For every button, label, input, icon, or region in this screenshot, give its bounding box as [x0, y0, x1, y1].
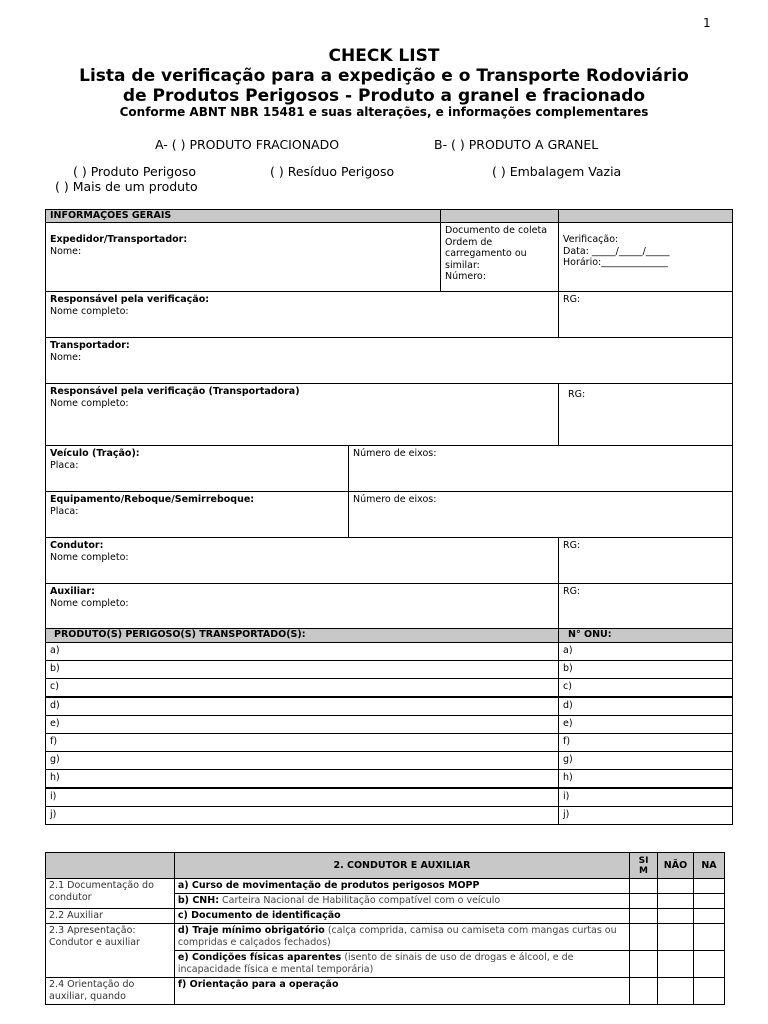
item-cell	[174, 924, 629, 951]
doc-coleta-label: Documento de coleta Ordem de carregamento ou similar:	[445, 225, 548, 271]
onu-header: N° ONU:	[558, 628, 733, 643]
onu-row[interactable]: e)	[558, 715, 733, 734]
verificacao-label: Verificação:	[563, 234, 619, 245]
doc-coleta-cell[interactable]	[440, 222, 559, 292]
na-checkbox-cell[interactable]	[693, 894, 724, 909]
auxiliar-label: Auxiliar:	[50, 586, 95, 597]
product-row[interactable]: f)	[45, 733, 559, 752]
product-row[interactable]: i)	[45, 788, 559, 807]
auxiliar-cell[interactable]	[45, 583, 559, 629]
option-produto-perigoso[interactable]: ( ) Produto Perigoso	[73, 164, 197, 179]
verificacao-cell[interactable]	[558, 222, 733, 292]
general-info-header: INFORMAÇÕES GERAIS	[45, 209, 441, 223]
option-produto-fracionado[interactable]: A- ( ) PRODUTO FRACIONADO	[155, 137, 340, 152]
numero-eixos-label: Número de eixos:	[353, 494, 437, 505]
onu-row[interactable]: g)	[558, 751, 733, 770]
option-embalagem-vazia[interactable]: ( ) Embalagem Vazia	[492, 164, 622, 179]
nao-checkbox-cell[interactable]	[658, 978, 694, 1005]
responsavel-rg-cell[interactable]	[558, 291, 733, 338]
na-checkbox-cell[interactable]	[693, 924, 724, 951]
rg-label: RG:	[563, 586, 581, 597]
expedidor-cell[interactable]	[45, 222, 441, 292]
auxiliar-rg-cell[interactable]	[558, 583, 733, 629]
na-column-header: NA	[693, 853, 724, 879]
responsavel-label: Responsável pela verificação:	[50, 294, 210, 305]
group-cell: 2.4 Orientação do auxiliar, quando	[46, 978, 175, 1005]
page-number: 1	[703, 16, 711, 30]
item-label: d) Traje mínimo obrigatório	[177, 925, 325, 936]
nome-completo-label: Nome completo:	[50, 551, 129, 563]
table-row	[46, 924, 725, 951]
subtitle-line-2: de Produtos Perigosos - Produto a granel e fracionado	[122, 86, 646, 106]
header-blank-2	[558, 209, 733, 223]
nome-completo-label: Nome completo:	[50, 597, 129, 609]
product-row[interactable]: a)	[45, 642, 559, 661]
horario-label: Horário:______________	[563, 257, 668, 268]
nao-column-header: NÃO	[658, 853, 694, 879]
group-column-header	[46, 853, 175, 879]
item-cell	[174, 978, 629, 1005]
expedidor-label: Expedidor/Transportador:	[50, 234, 188, 245]
subtitle-line-1: Lista de verificação para a expedição e o Transporte Rodoviário	[79, 66, 689, 86]
item-label: e) Condições físicas aparentes	[177, 952, 342, 963]
item-label: a) Curso de movimentação de produtos perigosos MOPP	[177, 880, 480, 891]
na-checkbox-cell[interactable]	[693, 909, 724, 924]
nao-checkbox-cell[interactable]	[658, 879, 694, 894]
onu-row[interactable]: d)	[558, 697, 733, 716]
nome-label: Nome:	[50, 245, 82, 257]
numero-eixos-label: Número de eixos:	[353, 448, 437, 459]
nao-checkbox-cell[interactable]	[658, 894, 694, 909]
item-label: c) Documento de identificação	[177, 910, 341, 921]
placa-label: Placa:	[50, 505, 79, 517]
nao-checkbox-cell[interactable]	[658, 951, 694, 978]
data-label: Data: _____/_____/_____	[563, 245, 670, 257]
transportador-cell[interactable]	[45, 337, 733, 384]
condutor-cell[interactable]	[45, 537, 559, 584]
header-blank-1	[440, 209, 559, 223]
sim-checkbox-cell[interactable]	[630, 879, 658, 894]
nao-checkbox-cell[interactable]	[658, 924, 694, 951]
equipamento-cell[interactable]	[45, 491, 349, 538]
na-checkbox-cell[interactable]	[693, 879, 724, 894]
option-produto-granel[interactable]: B- ( ) PRODUTO A GRANEL	[434, 137, 599, 152]
item-note: Carteira Nacional de Habilitação compatível com o veículo	[219, 895, 501, 906]
responsavel-transportadora-cell[interactable]	[45, 383, 559, 446]
table-row	[46, 909, 725, 924]
sim-checkbox-cell[interactable]	[630, 909, 658, 924]
sim-checkbox-cell[interactable]	[630, 894, 658, 909]
group-cell: 2.2 Auxiliar	[46, 909, 175, 924]
onu-row[interactable]: j)	[558, 806, 733, 825]
sim-checkbox-cell[interactable]	[630, 978, 658, 1005]
product-row[interactable]: c)	[45, 678, 559, 697]
rg-label: RG:	[563, 540, 581, 551]
sim-checkbox-cell[interactable]	[630, 924, 658, 951]
transportador-label: Transportador:	[50, 340, 130, 351]
product-row[interactable]: g)	[45, 751, 559, 770]
responsavel-transportadora-label: Responsável pela verificação (Transportadora)	[50, 386, 300, 397]
product-row[interactable]: b)	[45, 660, 559, 679]
veiculo-label: Veículo (Tração):	[50, 448, 140, 459]
placa-label: Placa:	[50, 459, 79, 471]
equipamento-eixos-cell[interactable]	[348, 491, 733, 538]
veiculo-cell[interactable]	[45, 445, 349, 492]
table-row	[46, 978, 725, 1005]
onu-row[interactable]: f)	[558, 733, 733, 752]
onu-row[interactable]: h)	[558, 769, 733, 788]
group-cell: 2.1 Documentação do condutor	[46, 879, 175, 909]
product-row[interactable]: d)	[45, 697, 559, 716]
responsavel-transportadora-rg-cell[interactable]	[558, 383, 733, 446]
onu-row[interactable]: c)	[558, 678, 733, 697]
section-2-title: 2. CONDUTOR E AUXILIAR	[174, 853, 629, 879]
product-row[interactable]: h)	[45, 769, 559, 788]
nome-label: Nome:	[50, 351, 82, 363]
nome-completo-label: Nome completo:	[50, 305, 129, 317]
item-note: (isento de sinais de uso de drogas e álcool, e de incapacidade física e mental temporária)	[177, 952, 574, 975]
item-cell	[174, 879, 629, 894]
nao-checkbox-cell[interactable]	[658, 909, 694, 924]
group-cell: 2.3 Apresentação: Condutor e auxiliar	[46, 924, 175, 978]
onu-row[interactable]: a)	[558, 642, 733, 661]
item-cell	[174, 909, 629, 924]
rg-label: RG:	[563, 294, 581, 305]
na-checkbox-cell[interactable]	[693, 978, 724, 1005]
option-residuo-perigoso[interactable]: ( ) Resíduo Perigoso	[270, 164, 395, 179]
numero-label: Número:	[445, 271, 486, 282]
item-cell	[174, 951, 629, 978]
item-note: (calça comprida, camisa ou camiseta com mangas curtas ou compridas e calçados fechados)	[177, 925, 617, 948]
page-title: CHECK LIST	[328, 46, 440, 66]
product-row[interactable]: j)	[45, 806, 559, 825]
item-cell	[174, 894, 629, 909]
section-2-table	[45, 852, 725, 1005]
sim-checkbox-cell[interactable]	[630, 951, 658, 978]
onu-row[interactable]: i)	[558, 788, 733, 807]
responsavel-cell[interactable]	[45, 291, 559, 338]
condutor-label: Condutor:	[50, 540, 104, 551]
option-mais-de-um-produto[interactable]: ( ) Mais de um produto	[55, 179, 198, 194]
veiculo-eixos-cell[interactable]	[348, 445, 733, 492]
rg-label: RG:	[568, 389, 586, 400]
product-row[interactable]: e)	[45, 715, 559, 734]
nome-completo-label: Nome completo:	[50, 397, 129, 409]
item-label: b) CNH:	[177, 895, 219, 906]
condutor-rg-cell[interactable]	[558, 537, 733, 584]
sim-column-header: SI M	[630, 853, 658, 879]
subtitle-line-3: Conforme ABNT NBR 15481 e suas alterações, e informações complementares	[119, 105, 649, 119]
table-row	[46, 879, 725, 894]
na-checkbox-cell[interactable]	[693, 951, 724, 978]
item-label: f) Orientação para a operação	[177, 979, 339, 990]
products-header: PRODUTO(S) PERIGOSO(S) TRANSPORTADO(S):	[45, 628, 559, 643]
equipamento-label: Equipamento/Reboque/Semirreboque:	[50, 494, 255, 505]
onu-row[interactable]: b)	[558, 660, 733, 679]
